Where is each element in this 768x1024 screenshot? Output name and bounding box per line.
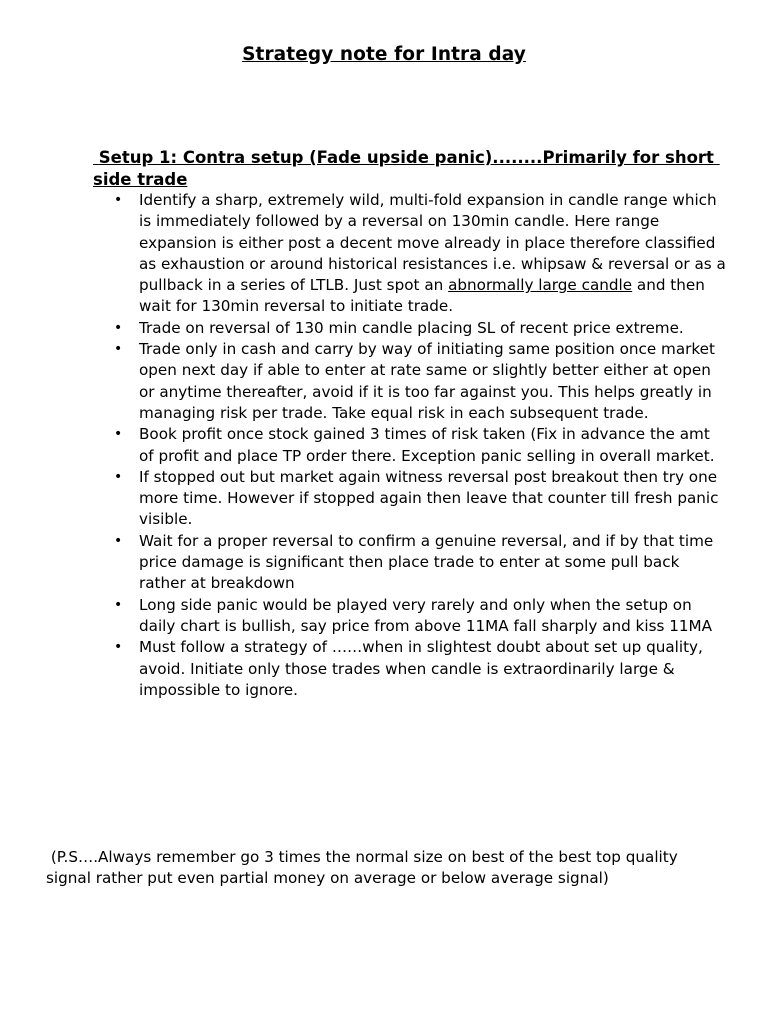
bullet-icon: •: [114, 341, 123, 358]
setup-1-heading: Setup 1: Contra setup (Fade upside panic)........Primarily for short side trade: [93, 148, 720, 189]
bullet-icon: •: [114, 639, 123, 656]
rule-5-text: If stopped out but market again witness reversal post breakout then try one more time. However if stopped again then leave that counter till fresh panic visible.: [139, 467, 719, 529]
rule-item-8: [112, 637, 727, 701]
rule-1-underlined-text: abnormally large candle: [448, 276, 633, 295]
rule-2-text: Trade on reversal of 130 min candle placing SL of recent price extreme.: [139, 318, 684, 337]
rule-item-2: [112, 318, 727, 339]
rule-item-4: [112, 424, 727, 467]
rule-1-text-end: and then wait for 130min reversal to initiate trade.: [139, 276, 705, 316]
bullet-icon: •: [114, 319, 123, 336]
rule-item-3: [112, 339, 727, 424]
bullet-icon: •: [114, 596, 123, 613]
strategy-rules-list: [112, 190, 727, 701]
ps-note: (P.S….Always remember go 3 times the normal size on best of the best top quality signal rather put even partial money on average or below average signal): [46, 848, 683, 888]
bullet-icon: •: [114, 192, 123, 208]
bullet-icon: •: [114, 468, 123, 485]
document-title: Strategy note for Intra day: [242, 44, 526, 65]
rule-3-text: Trade only in cash and carry by way of initiating same position once market open next day if able to enter at rate same or slightly better either at open or anytime thereafter, avoid if it is too far against you. This helps greatly in managing risk per trade. Take equal risk in each subsequent trade.: [139, 340, 715, 422]
rule-item-1: [112, 190, 727, 318]
rule-6-text: Wait for a proper reversal to confirm a genuine reversal, and if by that time price damage is significant then place trade to enter at some pull back rather at breakdown: [139, 531, 714, 593]
rule-item-6: [112, 531, 727, 595]
bullet-icon: •: [114, 426, 123, 443]
rule-4-text: Book profit once stock gained 3 times of risk taken (Fix in advance the amt of profit and place TP order there. Exception panic selling in overall market.: [139, 425, 715, 465]
rule-1-text-start: Identify a sharp, extremely wild, multi-fold expansion in candle range which is immediately followed by a reversal on 130min candle. Here range expansion is either post a decent move already in place therefore classified as exhaustion or around historical resistances i.e. whipsaw & reversal or as a pullback in a series of LTLB. Just spot an: [139, 191, 726, 295]
rule-7-text: Long side panic would be played very rarely and only when the setup on daily chart is bullish, say price from above 11MA fall sharply and kiss 11MA: [139, 595, 713, 635]
bullet-icon: •: [114, 532, 123, 549]
rule-item-7: [112, 595, 727, 638]
rule-8-text: Must follow a strategy of ……when in slightest doubt about set up quality, avoid. Initiate only those trades when candle is extraordinarily large & impossible to ignore.: [139, 638, 703, 699]
rule-item-5: [112, 467, 727, 531]
